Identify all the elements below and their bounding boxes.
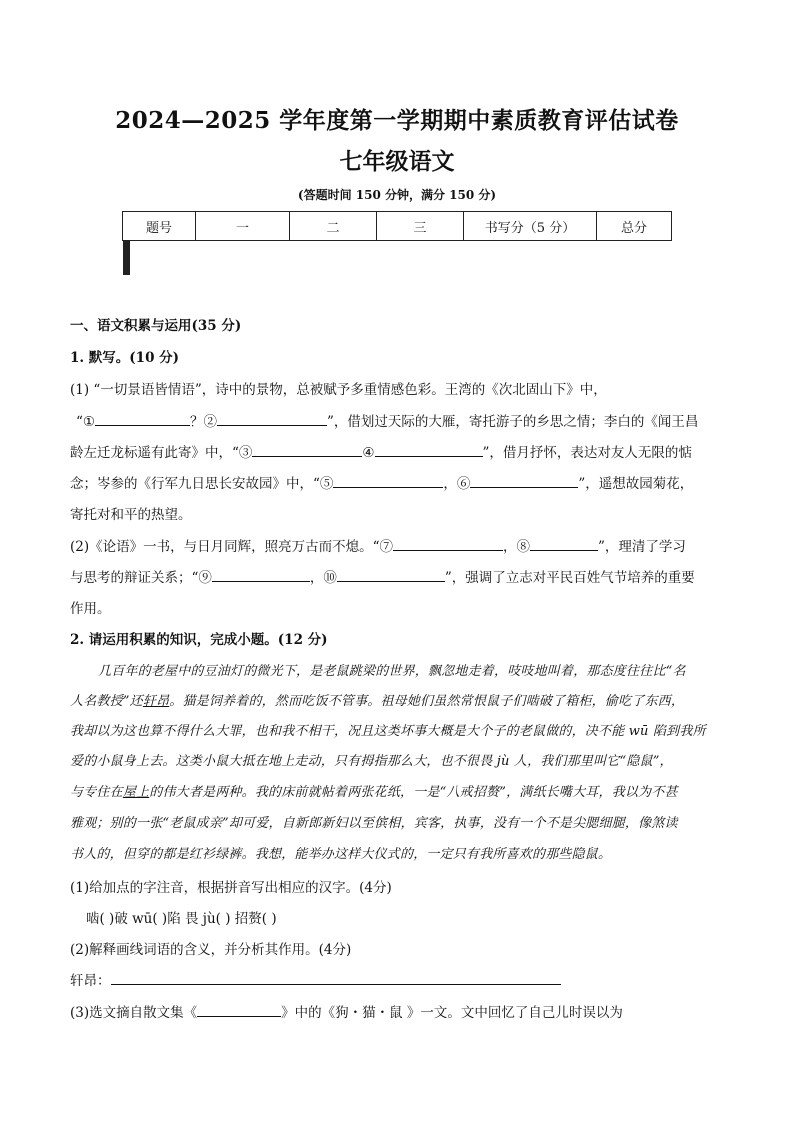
- question-1-title: 1. 默写。(10 分): [70, 350, 180, 366]
- answer-blank[interactable]: [217, 411, 327, 426]
- passage-line: 几百年的老屋中的豆油灯的微光下，是老鼠跳梁的世界，飘忽地走着，吱吱地叫着，那态度往往比“名: [98, 664, 686, 679]
- score-header-cell: 题号: [123, 212, 196, 241]
- score-cell[interactable]: [128, 242, 129, 275]
- score-header-cell: 三: [377, 212, 464, 241]
- exam-note: (答题时间 150 分钟，满分 150 分): [297, 188, 497, 202]
- score-table-header-row: [123, 212, 672, 241]
- passage-line: 书人的，但穿的都是红衫绿裤。我想，能举办这样大仪式的，一定只有我所喜欢的那些隐鼠。: [70, 847, 612, 862]
- answer-blank[interactable]: [212, 567, 310, 582]
- q1-line: 寄托对和平的热望。: [70, 507, 192, 523]
- passage-line: 雅观；别的一张“老鼠成亲”却可爱，自新郎新妇以至傧相，宾客，执事，没有一个不是尖腮细腿，像煞读: [70, 816, 678, 831]
- subquestion-2-answer: 轩昂：: [70, 969, 730, 989]
- q1-line: (1) “一切景语皆情语”，诗中的景物，总被赋予多重情感色彩。王湾的《次北固山下》中，: [70, 382, 607, 398]
- q1-line: “① ？② ”，借划过天际的大雁，寄托游子的乡思之情；李白的《闻王昌: [76, 410, 736, 430]
- score-header-cell: 一: [196, 212, 290, 241]
- underlined-word: 屋上: [122, 785, 150, 800]
- passage-line: 爱的小鼠身上去。这类小鼠大抵在地上走动，只有拇指那么大，也不很畏 jù 人，我们那里叫它“隐鼠”，: [70, 754, 673, 769]
- passage-line: 与专住在屋上的伟大者是两种。我的床前就帖着两张花纸，一是“八戒招赘”，满纸长嘴大耳，我以为不甚: [70, 785, 678, 800]
- answer-blank[interactable]: [470, 473, 578, 488]
- exam-title: 2024—2025 学年度第一学期期中素质教育评估试卷: [115, 107, 679, 134]
- passage-line: 人名教授”还轩昂。猫是饲养着的，然而吃饭不管事。祖母她们虽然常恨鼠子们啮破了箱柜，偷吃了东西，: [70, 694, 685, 709]
- answer-blank[interactable]: [530, 536, 598, 551]
- score-table-blank-row: [123, 241, 130, 256]
- q1-line: 与思考的辩证关系；“⑨ ，⑩ ”，强调了立志对平民百姓气节培养的重要: [70, 566, 730, 586]
- answer-blank[interactable]: [337, 567, 445, 582]
- answer-blank[interactable]: [197, 1002, 281, 1017]
- score-header-cell: 书写分（5 分）: [464, 212, 597, 241]
- answer-blank[interactable]: [333, 473, 443, 488]
- answer-blank[interactable]: [252, 442, 362, 457]
- q1-line: (2)《论语》一书，与日月同辉，照亮万古而不熄。“⑦ ，⑧ ”，理清了学习: [70, 535, 730, 555]
- answer-blank[interactable]: [375, 442, 483, 457]
- exam-subject: 七年级语文: [339, 148, 455, 175]
- score-header-cell: 二: [290, 212, 377, 241]
- answer-blank[interactable]: [111, 970, 561, 985]
- underlined-word: 轩昂: [142, 694, 170, 709]
- question-2-title: 2. 请运用积累的知识，完成小题。(12 分): [70, 632, 328, 648]
- q1-line: 龄左迁龙标遥有此寄》中，“③ ④ ”，借月抒怀，表达对友人无限的惦: [70, 441, 730, 461]
- score-table: [122, 211, 672, 260]
- passage-line: 我却以为这也算不得什么大罪，也和我不相干，况且这类坏事大概是大个子的老鼠做的，决不能 wū 陷到我所: [70, 724, 706, 739]
- answer-blank[interactable]: [95, 411, 190, 426]
- q1-line: 念；岑参的《行军九日思长安故园》中，“⑤ ，⑥ ”，遥想故园菊花，: [70, 472, 730, 492]
- subquestion-1: (1)给加点的字注音，根据拼音写出相应的汉字。(4分): [70, 880, 392, 896]
- score-header-cell: 总分: [597, 212, 672, 241]
- subquestion-2: (2)解释画线词语的含义，并分析其作用。(4分): [70, 942, 352, 958]
- section-heading: 一、语文积累与运用(35 分): [70, 318, 242, 334]
- answer-blank[interactable]: [393, 536, 503, 551]
- subquestion-1-items: 啮( )破 wū( )陷 畏 jù( ) 招赘( ): [86, 911, 277, 927]
- subquestion-3: (3)选文摘自散文集《 》中的《狗・猫・鼠 》一文。文中回忆了自己儿时误以为: [70, 1001, 730, 1021]
- q1-line: 作用。: [70, 601, 111, 617]
